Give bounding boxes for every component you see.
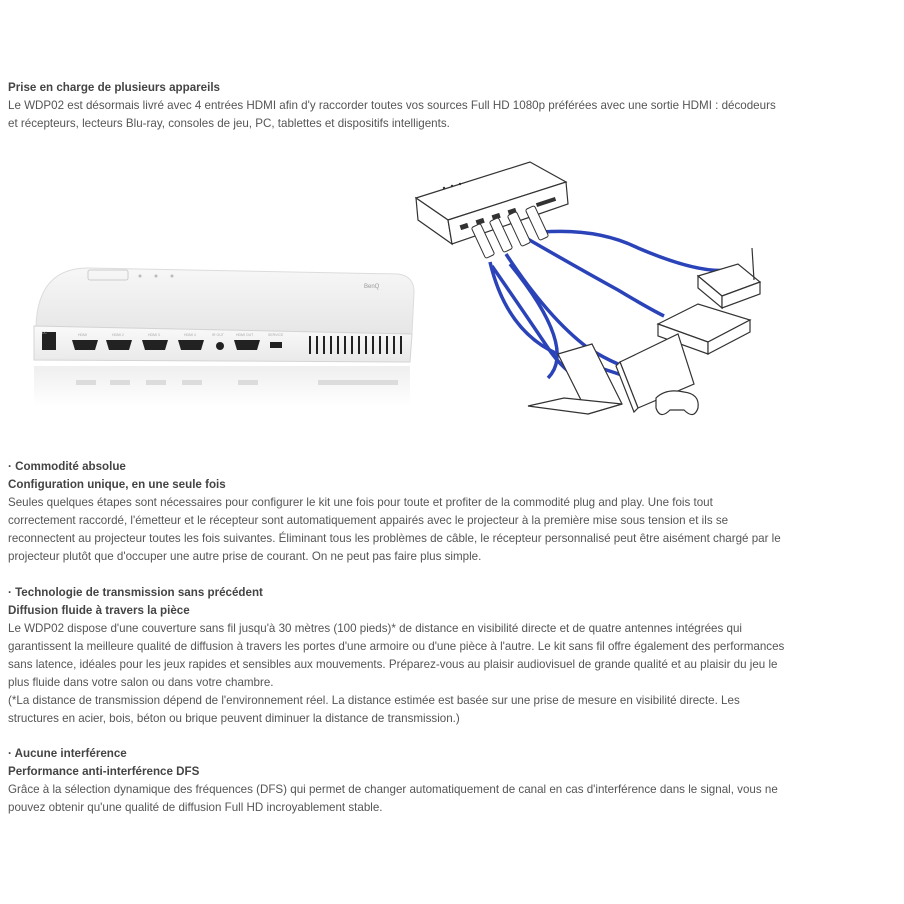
section-subtitle: Performance anti-interférence DFS: [8, 765, 200, 778]
section-subtitle: Configuration unique, en une seule fois: [8, 478, 226, 491]
port-label: HDMI OUT: [236, 333, 254, 337]
section-transmission: [8, 584, 888, 728]
port-label: HDMI 4: [184, 333, 196, 337]
brand-mark: BenQ: [364, 284, 380, 290]
section-title: · Aucune interférence: [8, 747, 127, 760]
port-label: HDMI 3: [148, 333, 160, 337]
hdmi-out-port: [234, 340, 260, 350]
section-line: plus fluide dans votre salon ou dans votre chambre.: [8, 676, 274, 689]
intro-line: et récepteurs, lecteurs Blu-ray, consoles de jeu, PC, tablettes et dispositifs intelligents.: [8, 117, 450, 130]
port-label: HDMI 2: [112, 333, 124, 337]
section-line: projecteur plutôt que d'occuper une autre prise de courant. On ne peut pas faire plus simple.: [8, 550, 482, 563]
laptop-drawing: [528, 344, 622, 414]
intro-heading: Prise en charge de plusieurs appareils: [8, 81, 220, 94]
hdmi-port: [142, 340, 168, 350]
hdmi-transmitter-image: [28, 262, 416, 412]
section-line: Le WDP02 dispose d'une couverture sans fil jusqu'à 30 mètres (100 pieds)* de distance en visibilité directe et de quatre antennes intégrées qui: [8, 622, 742, 635]
section-line: Grâce à la sélection dynamique des fréquences (DFS) qui permet de changer automatiquement de canal en cas d'interférence dans le signal, vous ne: [8, 783, 778, 796]
section-line: sans latence, idéales pour les jeux rapides et sensibles aux mouvements. Préparez-vous au plaisir audiovisuel de grande qualité et au plaisir du jeu le: [8, 658, 778, 671]
service-port: [270, 342, 282, 348]
section-line: (*La distance de transmission dépend de l'environnement réel. La distance estimée est basée sur une prise de mesure en visibilité directe. Les: [8, 694, 740, 707]
section-title: · Technologie de transmission sans précédent: [8, 586, 263, 599]
section-line: garantissent la meilleure qualité de diffusion à travers les portes d'une armoire ou d'une pièce à l'autre. Le kit sans fil offre également des performances: [8, 640, 785, 653]
intro-block: [8, 79, 888, 133]
game-controller-drawing: [656, 391, 698, 415]
section-commodite: [8, 458, 888, 566]
section-line: Seules quelques étapes sont nécessaires pour configurer le kit une fois pour toute et profiter de la commodité plug and play. Une fois tout: [8, 496, 713, 509]
section-line: pouvez obtenir qu'une qualité de diffusion Full HD incroyablement stable.: [8, 801, 383, 814]
section-subtitle: Diffusion fluide à travers la pièce: [8, 604, 190, 617]
section-line: structures en acier, bois, béton ou brique peuvent diminuer la distance de transmission.): [8, 712, 460, 725]
port-label: SERVICE: [268, 333, 284, 337]
hdmi-port: [178, 340, 204, 350]
ir-out-port: [216, 342, 224, 350]
hdmi-port: [106, 340, 132, 350]
section-line: correctement raccordé, l'émetteur et le récepteur sont automatiquement appairés avec le projecteur à la première mise sous tension et ils se: [8, 514, 729, 527]
port-label: DC: [42, 331, 48, 335]
hdmi-port: [72, 340, 98, 350]
connection-diagram: [408, 158, 778, 428]
section-title: · Commodité absolue: [8, 460, 126, 473]
port-label: IR OUT: [212, 333, 224, 337]
set-top-box-drawing: [698, 248, 760, 308]
intro-line: Le WDP02 est désormais livré avec 4 entrées HDMI afin d'y raccorder toutes vos sources Full HD 1080p préférées avec une sortie HDMI : décodeurs: [8, 99, 776, 112]
port-label: HDMI: [78, 333, 87, 337]
section-interference: [8, 745, 888, 817]
section-line: reconnectent au projecteur toutes les fois suivantes. Éliminant tous les problèmes de câble, le récepteur personnalisé peut être aisément chargé par le: [8, 532, 781, 545]
